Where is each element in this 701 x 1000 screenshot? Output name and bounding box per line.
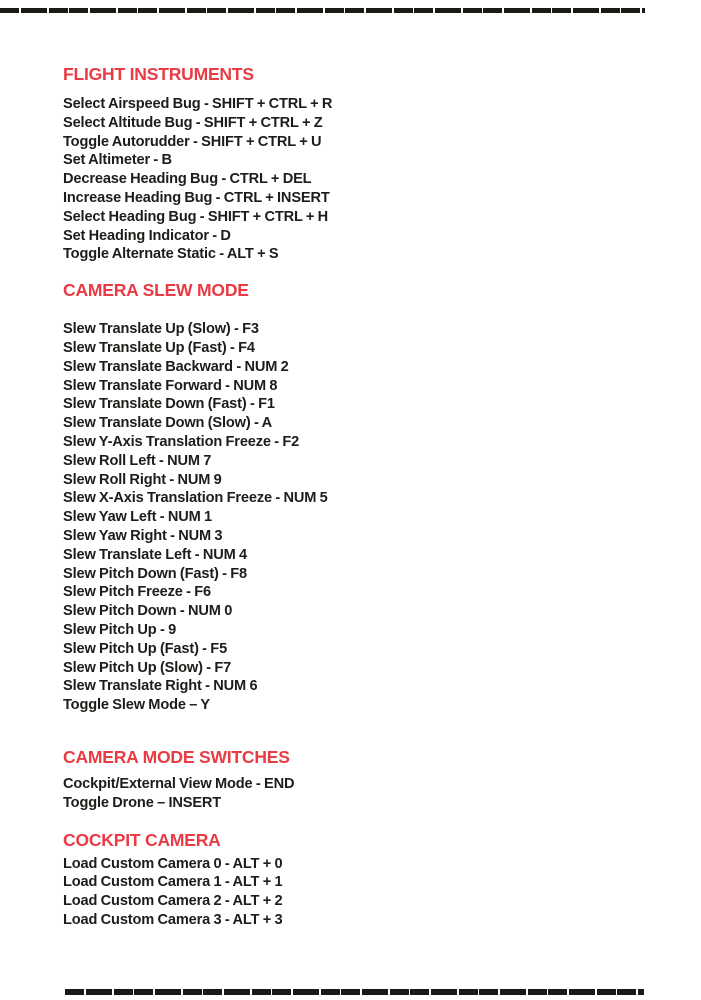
- shortcut-item: Cockpit/External View Mode - END: [63, 775, 295, 792]
- shortcut-item: Slew Roll Left - NUM 7: [63, 452, 212, 469]
- shortcut-item: Slew Translate Down (Slow) - A: [63, 415, 272, 432]
- shortcut-item: Slew Translate Right - NUM 6: [63, 678, 258, 695]
- shortcut-item: Slew Translate Left - NUM 4: [63, 546, 248, 563]
- shortcut-item: Slew Pitch Down - NUM 0: [63, 603, 233, 620]
- section-title: CAMERA MODE SWITCHES: [63, 746, 290, 767]
- shortcut-item: Slew Roll Right - NUM 9: [63, 471, 222, 488]
- shortcut-item: Slew Yaw Left - NUM 1: [63, 509, 212, 526]
- shortcut-item: Select Airspeed Bug - SHIFT + CTRL + R: [63, 96, 333, 112]
- shortcut-item: Decrease Heading Bug - CTRL + DEL: [63, 171, 312, 188]
- shortcut-item: Load Custom Camera 0 - ALT + 0: [63, 855, 283, 872]
- shortcut-item: Select Heading Bug - SHIFT + CTRL + H: [63, 208, 329, 225]
- shortcut-list: [63, 775, 643, 813]
- shortcut-item: Slew Pitch Down (Fast) - F8: [63, 565, 247, 582]
- shortcut-list: [63, 320, 643, 715]
- section-title: COCKPIT CAMERA: [63, 829, 221, 850]
- section: [63, 280, 643, 715]
- shortcut-item: Set Altimeter - B: [63, 152, 172, 169]
- shortcut-item: Toggle Drone – INSERT: [63, 794, 222, 811]
- shortcut-sections: [63, 64, 643, 930]
- shortcut-item: Toggle Slew Mode – Y: [63, 697, 210, 714]
- shortcut-item: Slew Pitch Freeze - F6: [63, 584, 211, 601]
- shortcut-item: Select Altitude Bug - SHIFT + CTRL + Z: [63, 114, 323, 131]
- section: [63, 830, 643, 930]
- section: [63, 747, 643, 813]
- section-title: CAMERA SLEW MODE: [63, 280, 249, 301]
- shortcut-item: Slew Yaw Right - NUM 3: [63, 527, 223, 544]
- section: [63, 64, 643, 264]
- shortcut-item: Toggle Alternate Static - ALT + S: [63, 246, 279, 263]
- shortcut-list: [63, 855, 643, 930]
- shortcut-item: Toggle Autorudder - SHIFT + CTRL + U: [63, 133, 322, 150]
- shortcut-item: Increase Heading Bug - CTRL + INSERT: [63, 189, 330, 206]
- shortcut-item: Slew X-Axis Translation Freeze - NUM 5: [63, 490, 328, 507]
- shortcut-item: Slew Y-Axis Translation Freeze - F2: [63, 433, 300, 450]
- clipped-text-strip-top: [0, 8, 645, 13]
- shortcut-item: Slew Translate Down (Fast) - F1: [63, 396, 275, 413]
- clipped-text-strip-bottom: [65, 989, 644, 995]
- shortcut-item: Slew Translate Forward - NUM 8: [63, 377, 278, 394]
- shortcut-item: Slew Translate Backward - NUM 2: [63, 358, 289, 375]
- shortcut-item: Load Custom Camera 2 - ALT + 2: [63, 893, 283, 910]
- shortcut-item: Slew Pitch Up (Slow) - F7: [63, 659, 232, 676]
- shortcut-item: Load Custom Camera 3 - ALT + 3: [63, 911, 283, 928]
- shortcut-item: Slew Pitch Up (Fast) - F5: [63, 640, 228, 657]
- shortcut-item: Slew Translate Up (Fast) - F4: [63, 339, 255, 356]
- shortcut-item: Set Heading Indicator - D: [63, 227, 231, 244]
- shortcut-item: Slew Pitch Up - 9: [63, 621, 177, 638]
- shortcut-list: [63, 95, 643, 264]
- section-title: FLIGHT INSTRUMENTS: [63, 64, 254, 84]
- shortcut-item: Load Custom Camera 1 - ALT + 1: [63, 874, 283, 891]
- shortcut-item: Slew Translate Up (Slow) - F3: [63, 321, 259, 338]
